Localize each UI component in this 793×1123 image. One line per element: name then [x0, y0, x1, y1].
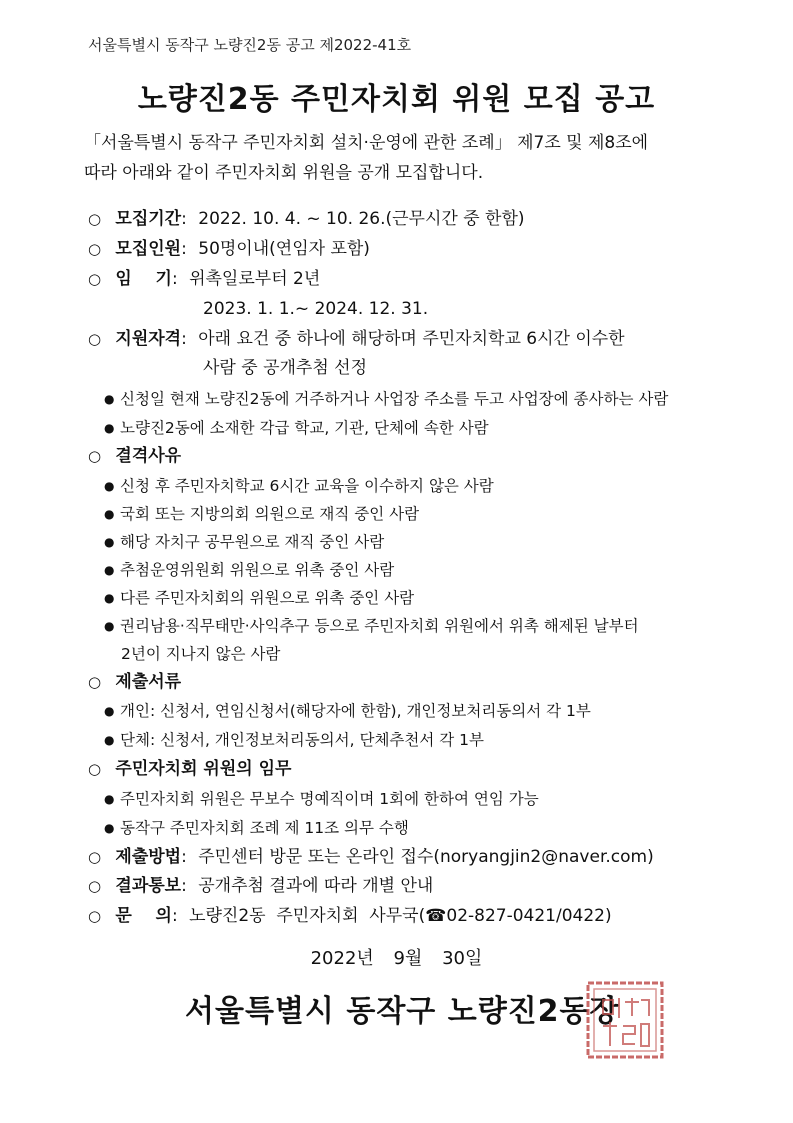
circle-icon: ○	[88, 760, 102, 778]
item-method-label: 제출방법	[115, 847, 182, 867]
section-disqualification	[88, 442, 181, 470]
bullet-icon: ●	[104, 704, 115, 718]
bullet-icon: ●	[104, 535, 115, 549]
circle-icon: ○	[88, 240, 102, 258]
list-item: ● 동작구 주민자치회 조례 제 11조 의무 수행	[104, 814, 409, 842]
item-term-label: 임 기	[115, 269, 172, 289]
list-item-continuation: 2년이 지나지 않은 사람	[121, 645, 281, 663]
item-term-value-2: 2023. 1. 1.~ 2024. 12. 31.	[203, 299, 429, 319]
bullet-icon: ●	[104, 507, 115, 521]
bullet-icon: ●	[104, 479, 115, 493]
bullet-icon: ●	[104, 792, 115, 806]
circle-icon: ○	[88, 877, 102, 895]
official-seal-icon	[585, 980, 665, 1060]
list-item: ● 신청 후 주민자치학교 6시간 교육을 이수하지 않은 사람	[104, 472, 494, 500]
item-count: ○ 모집인원: 50명이내(연임자 포함)	[88, 235, 370, 263]
item-result-label: 결과통보	[115, 876, 182, 896]
circle-icon: ○	[88, 210, 102, 228]
item-qualification-value: 아래 요건 중 하나에 해당하며 주민자치학교 6시간 이수한	[198, 329, 625, 349]
item-period-value: 2022. 10. 4. ~ 10. 26.(근무시간 중 한함)	[198, 209, 525, 229]
item-inquiry-value: 노량진2동 주민자치회 사무국(☎02-827-0421/0422)	[189, 906, 612, 926]
item-inquiry: ○ 문 의: 노량진2동 주민자치회 사무국(☎02-827-0421/0422)	[88, 902, 612, 930]
section-disqualification-label: 결격사유	[115, 446, 182, 466]
list-item: ● 다른 주민자치회의 위원으로 위촉 중인 사람	[104, 584, 414, 612]
circle-icon: ○	[88, 848, 102, 866]
item-period-label: 모집기간	[115, 209, 182, 229]
bullet-icon: ●	[104, 733, 115, 747]
section-documents-label: 제출서류	[115, 672, 182, 692]
bullet-icon: ●	[104, 392, 115, 406]
circle-icon: ○	[88, 330, 102, 348]
intro-line-2: 따라 아래와 같이 주민자치회 위원을 공개 모집합니다.	[84, 163, 484, 183]
notice-date: 2022년 9월 30일	[310, 948, 483, 969]
intro-line-1: 「서울특별시 동작구 주민자치회 설치·운영에 관한 조례」 제7조 및 제8조에	[84, 133, 649, 153]
intro-paragraph	[84, 128, 734, 188]
bullet-icon: ●	[104, 591, 115, 605]
item-qualification: ○ 지원자격: 아래 요건 중 하나에 해당하며 주민자치학교 6시간 이수한	[88, 325, 625, 353]
bullet-icon: ●	[104, 821, 115, 835]
item-term: ○ 임 기: 위촉일로부터 2년	[88, 265, 320, 293]
bullet-icon: ●	[104, 563, 115, 577]
list-item: ● 주민자치회 위원은 무보수 명예직이며 1회에 한하여 연임 가능	[104, 785, 539, 813]
item-term-value: 위촉일로부터 2년	[189, 269, 321, 289]
item-qualification-label: 지원자격	[115, 329, 182, 349]
page-title: 노량진2동 주민자치회 위원 모집 공고	[137, 82, 656, 117]
list-item: ● 노량진2동에 소재한 각급 학교, 기관, 단체에 속한 사람	[104, 414, 489, 442]
item-method: ○ 제출방법: 주민센터 방문 또는 온라인 접수(noryangjin2@naver.com)	[88, 843, 654, 871]
list-item: ● 국회 또는 지방의회 의원으로 재직 중인 사람	[104, 500, 419, 528]
list-item: ● 단체: 신청서, 개인정보처리동의서, 단체추천서 각 1부	[104, 726, 484, 754]
circle-icon: ○	[88, 907, 102, 925]
item-result: ○ 결과통보: 공개추첨 결과에 따라 개별 안내	[88, 872, 433, 900]
item-count-label: 모집인원	[115, 239, 182, 259]
bullet-icon: ●	[104, 421, 115, 435]
item-count-value: 50명이내(연임자 포함)	[198, 239, 370, 259]
list-item: ● 권리남용·직무태만·사익추구 등으로 주민자치회 위원에서 위촉 해제된 날부터	[104, 612, 639, 640]
list-item: ● 개인: 신청서, 연임신청서(해당자에 한함), 개인정보처리동의서 각 1부	[104, 697, 591, 725]
list-item: ● 신청일 현재 노량진2동에 거주하거나 사업장 주소를 두고 사업장에 종사하는 사람	[104, 385, 668, 413]
circle-icon: ○	[88, 270, 102, 288]
issuer-signature: 서울특별시 동작구 노량진2동장	[185, 994, 620, 1029]
item-result-value: 공개추첨 결과에 따라 개별 안내	[198, 876, 434, 896]
notice-number: 서울특별시 동작구 노량진2동 공고 제2022-41호	[88, 36, 412, 54]
item-inquiry-label: 문 의	[115, 906, 172, 926]
circle-icon: ○	[88, 673, 102, 691]
circle-icon: ○	[88, 447, 102, 465]
item-method-value: 주민센터 방문 또는 온라인 접수(noryangjin2@naver.com)	[198, 847, 654, 867]
list-item: ● 해당 자치구 공무원으로 재직 중인 사람	[104, 528, 384, 556]
section-documents	[88, 668, 181, 696]
item-qualification-value-2: 사람 중 공개추첨 선정	[203, 358, 368, 378]
section-duties-label: 주민자치회 위원의 임무	[115, 759, 292, 779]
item-period: ○ 모집기간: 2022. 10. 4. ~ 10. 26.(근무시간 중 한함)	[88, 205, 525, 233]
section-duties	[88, 755, 291, 783]
list-item: ● 추첨운영위원회 위원으로 위촉 중인 사람	[104, 556, 394, 584]
bullet-icon: ●	[104, 619, 115, 633]
